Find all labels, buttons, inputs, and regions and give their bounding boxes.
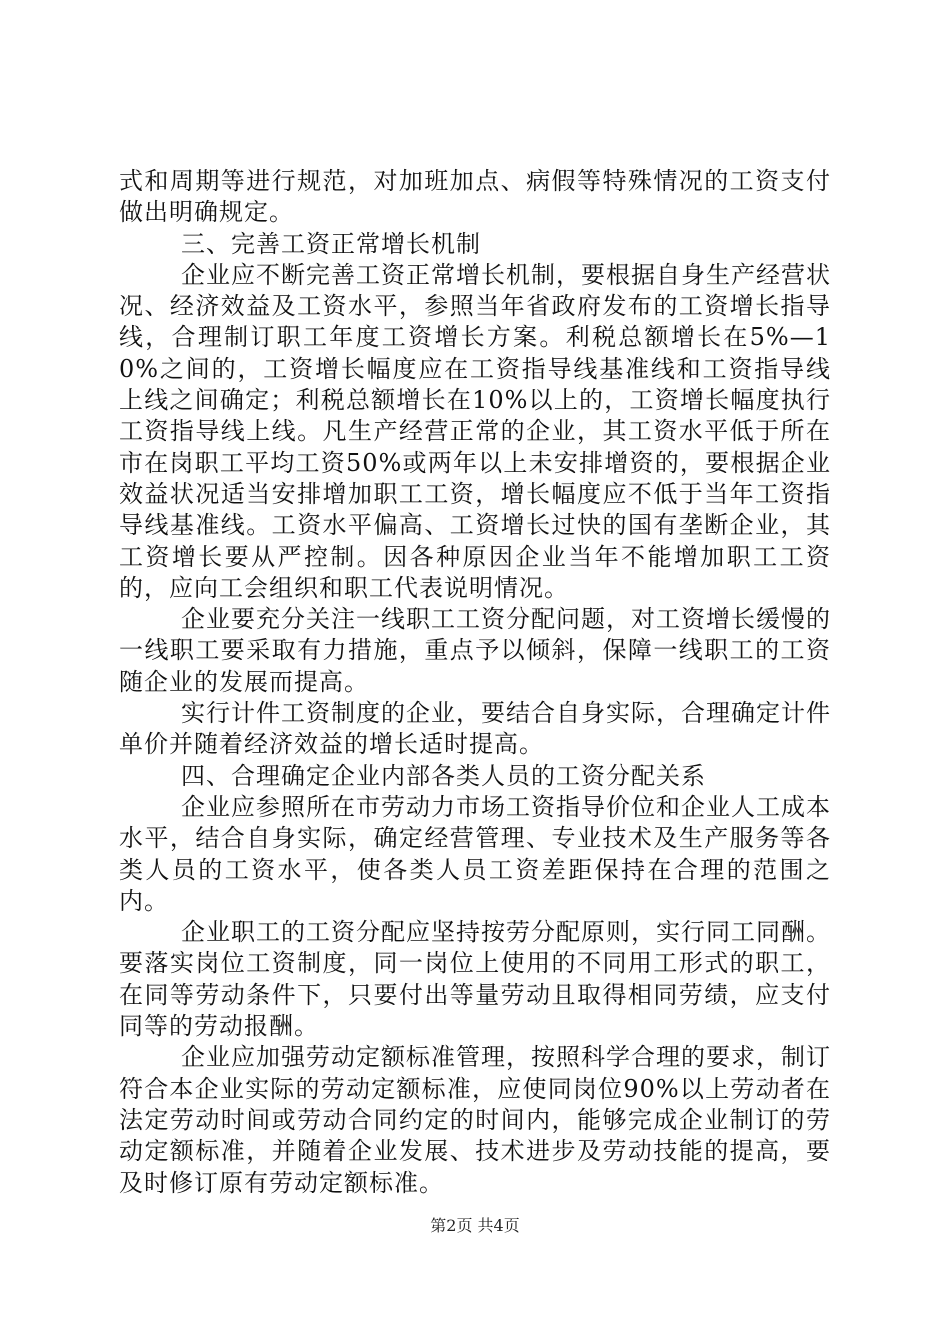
paragraph-continuation: 式和周期等进行规范，对加班加点、病假等特殊情况的工资支付做出明确规定。: [119, 167, 831, 227]
paragraph-labor-quota: 企业应加强劳动定额标准管理，按照科学合理的要求，制订符合本企业实际的劳动定额标准，应使同岗位90%以上劳动者在法定劳动时间或劳动合同约定的时间内，能够完成企业制订的劳动定额标准，并随着企业发展、技术进步及劳动技能的提高，要及时修订原有劳动定额标准。: [119, 1043, 831, 1197]
document-body: [119, 166, 831, 1199]
section-heading-4: 四、合理确定企业内部各类人员的工资分配关系: [181, 761, 706, 790]
paragraph-frontline-workers: 企业要充分关注一线职工工资分配问题，对工资增长缓慢的一线职工要采取有力措施，重点予以倾斜，保障一线职工的工资随企业的发展而提高。: [119, 605, 831, 696]
paragraph-wage-growth: 企业应不断完善工资正常增长机制，要根据自身生产经营状况、经济效益及工资水平，参照当年省政府发布的工资增长指导线，合理制订职工年度工资增长方案。利税总额增长在5%—10%之间的，工资增长幅度应在工资指导线基准线和工资指导线上线之间确定；利税总额增长在10%以上的，工资增长幅度执行工资指导线上线。凡生产经营正常的企业，其工资水平低于所在市在岗职工平均工资50%或两年以上未安排增资的，要根据企业效益状况适当安排增加职工工资，增长幅度应不低于当年工资指导线基准线。工资水平偏高、工资增长过快的国有垄断企业，其工资增长要从严控制。因各种原因企业当年不能增加职工工资的，应向工会组织和职工代表说明情况。: [119, 260, 831, 602]
paragraph-piece-rate: 实行计件工资制度的企业，要结合自身实际，合理确定计件单价并随着经济效益的增长适时提高。: [119, 699, 831, 759]
section-heading-3: 三、完善工资正常增长机制: [181, 229, 481, 258]
paragraph-equal-pay: 企业职工的工资分配应坚持按劳分配原则，实行同工同酬。要落实岗位工资制度，同一岗位上使用的不同用工形式的职工，在同等劳动条件下，只要付出等量劳动且取得相同劳绩，应支付同等的劳动报酬。: [119, 918, 831, 1041]
paragraph-wage-levels: 企业应参照所在市劳动力市场工资指导价位和企业人工成本水平，结合自身实际，确定经营管理、专业技术及生产服务等各类人员的工资水平，使各类人员工资差距保持在合理的范围之内。: [119, 792, 831, 915]
page-footer: 第2页 共4页: [430, 1216, 520, 1235]
